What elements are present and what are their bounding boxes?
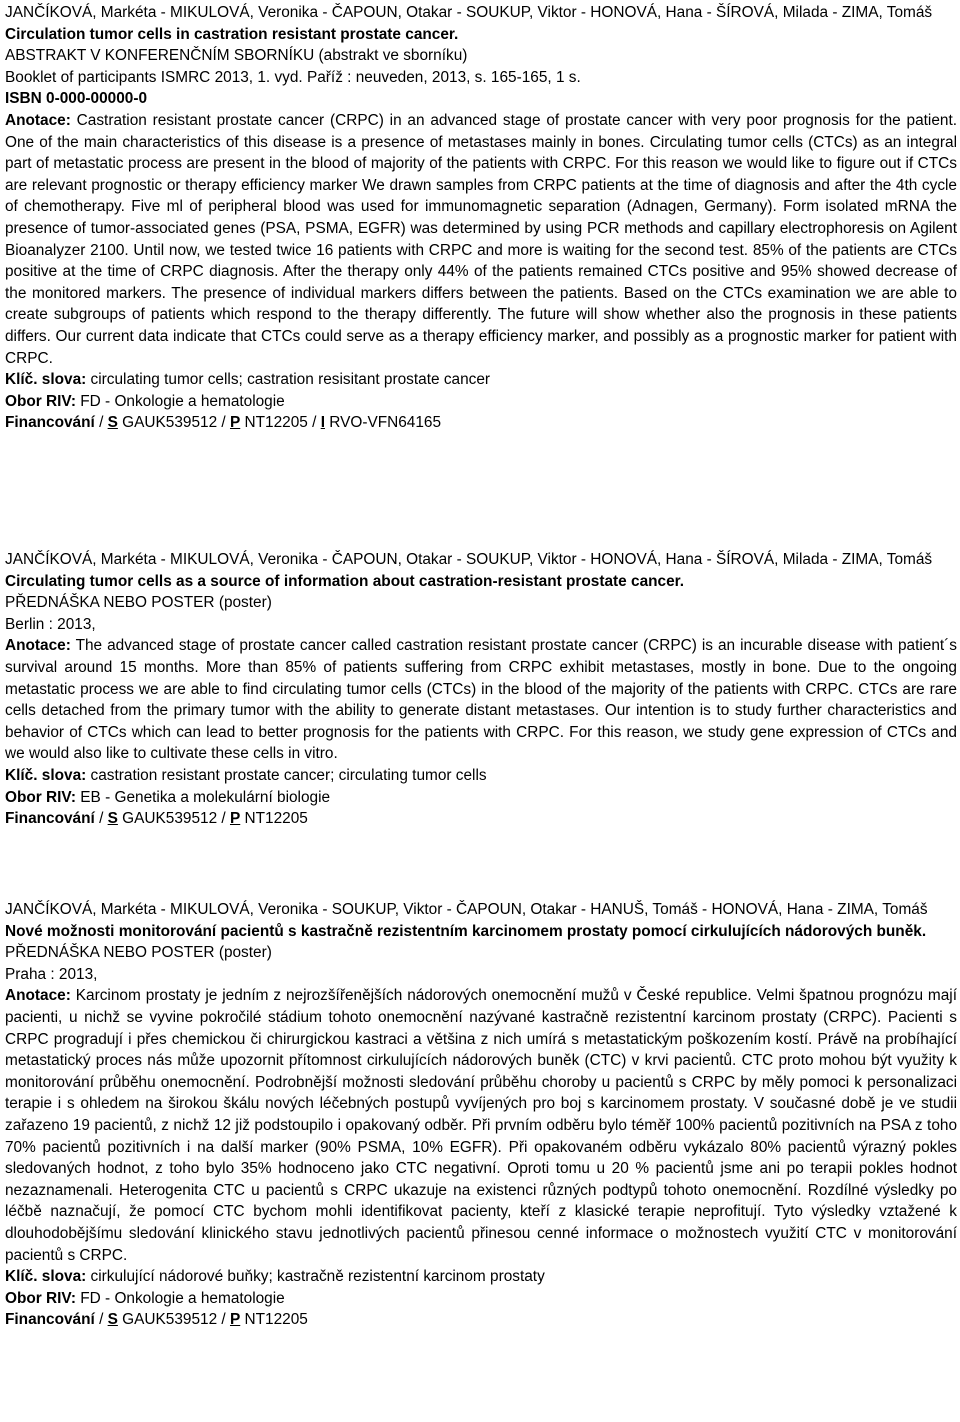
record-type: PŘEDNÁŠKA NEBO POSTER (poster) [5,944,272,962]
record-type: PŘEDNÁŠKA NEBO POSTER (poster) [5,594,272,612]
annotation-label: Anotace: [5,637,71,655]
record-title: Circulating tumor cells as a source of information about castration-resistant prostate cancer. [5,572,685,590]
record-source: Berlin : 2013, [5,615,96,633]
record-title: Nové možnosti monitorování pacientů s kastračně rezistentním karcinomem prostaty pomocí cirkulujících nádorových buněk. [5,922,927,940]
riv-text: FD - Onkologie a hematologie [80,1289,285,1307]
record-isbn: ISBN 0-000-00000-0 [5,90,148,108]
record-authors: JANČÍKOVÁ, Markéta - MIKULOVÁ, Veronika - SOUKUP, Viktor - ČAPOUN, Otakar - HANUŠ, Tomáš - HONOVÁ, Hana - ZIMA, Tomáš [5,901,928,918]
record-authors: JANČÍKOVÁ, Markéta - MIKULOVÁ, Veronika - ČAPOUN, Otakar - SOUKUP, Viktor - HONOVÁ, Hana - ŠÍROVÁ, Milada - ZIMA, Tomáš [5,551,933,568]
record-funding: Financování / S GAUK539512 / P NT12205 / I RVO-VFN64165 [5,414,442,432]
funding-grant: RVO-VFN64165 [329,414,442,432]
funding-grant: GAUK539512 [122,1311,218,1329]
record-annotation [5,110,957,369]
record-authors: JANČÍKOVÁ, Markéta - MIKULOVÁ, Veronika - ČAPOUN, Otakar - SOUKUP, Viktor - HONOVÁ, Hana - ŠÍROVÁ, Milada - ZIMA, Tomáš [5,4,933,21]
funding-grant: GAUK539512 [122,414,218,432]
record-funding: Financování / S GAUK539512 / P NT12205 [5,1311,308,1329]
riv-label: Obor RIV: [5,392,76,410]
funding-code: S [107,810,118,828]
annotation-text: Castration resistant prostate cancer (CRPC) in an advanced stage of prostate cancer with very poor prognosis for the patient. One of the main characteristics of this disease is a presence of metastases mainly in bones. Circulating tumor cells (CTCs) as an integral part of metastatic process are present in the blood of majority of the patients with CRPC. For this reason we would like to figure out if CTCs are relevant prognostic or therapy efficiency marker We drawn samples from CRPC patients at the time of diagnosis and after the 4th cycle of chemotherapy. Five ml of peripheral blood was used for immunomagnetic separation (Adnagen, Germany). Form isolated mRNA the presence of tumor-associated genes (PSA, PSMA, EGFR) was determined by using PCR methods and capillary electrophoresis on Agilent Bioanalyzer 2100. Until now, we tested twice 16 patients with CRPC and more is waiting for the second test. 85% of the patients are CTCs positive at the time of CRPC diagnosis. After the therapy only 44% of the patients remained CTCs positive and 95% showed decrease of the monitored markers. The presence of individual markers differs between the patients. Based on the CTCs examination we are able to create subgroups of patients which respond to the therapy differently. The future will show whether also the prognosis in these patients differs. Our current data indicate that CTCs could serve as a therapy efficiency marker, and possibly as a prognostic marker for patient with CRPC. [5,111,958,367]
funding-label: Financování [5,1311,95,1329]
record-source: Praha : 2013, [5,965,98,983]
record-source: Booklet of participants ISMRC 2013, 1. vyd. Paříž : neuveden, 2013, s. 165-165, 1 s. [5,68,581,86]
record-2 [5,549,957,830]
funding-code: I [320,414,325,432]
keywords-text: cirkulující nádorové buňky; kastračně rezistentní karcinom prostaty [90,1268,545,1286]
funding-code: S [107,1311,118,1329]
record-keywords [5,1266,957,1288]
funding-code: S [107,414,118,432]
record-3 [5,899,957,1331]
keywords-text: circulating tumor cells; castration resisitant prostate cancer [90,371,491,389]
funding-grant: GAUK539512 [122,810,218,828]
funding-code: P [229,810,241,828]
annotation-label: Anotace: [5,111,71,129]
keywords-text: castration resistant prostate cancer; circulating tumor cells [90,766,487,784]
funding-code: P [229,1311,241,1329]
funding-label: Financování [5,414,95,432]
record-annotation [5,635,957,765]
keywords-label: Klíč. slova: [5,371,87,389]
riv-text: EB - Genetika a molekulární biologie [80,788,331,806]
funding-grant: NT12205 [244,414,308,432]
funding-label: Financování [5,810,95,828]
keywords-label: Klíč. slova: [5,1268,87,1286]
record-annotation [5,985,957,1266]
riv-label: Obor RIV: [5,788,76,806]
riv-text: FD - Onkologie a hematologie [80,392,285,410]
record-riv [5,787,957,809]
record-riv [5,391,957,413]
record-type: ABSTRAKT V KONFERENČNÍM SBORNÍKU (abstrakt ve sborníku) [5,47,468,65]
annotation-text: The advanced stage of prostate cancer called castration resistant prostate cancer (CRPC) is an incurable disease with patient´s survival around 15 months. More than 85% of patients suffering from CRPC exhibit metastases, mostly in bone. Due to the ongoing metastatic process we are able to find circulating tumor cells (CTCs) in the blood of the majority of the patients with CRPC. CTCs are rare cells detached from the primary tumor with the ability to generate distant metastases. Our intention is to study further characteristics and behavior of CTCs which can lead to better prognosis for the patients with CRPC. For this reason, we study gene expression of CTCs and we would also like to cultivate these cells in vitro. [5,637,957,763]
record-title: Circulation tumor cells in castration resistant prostate cancer. [5,25,459,43]
record-funding: Financování / S GAUK539512 / P NT12205 [5,810,308,828]
record-keywords [5,765,957,787]
annotation-text: Karcinom prostaty je jedním z nejrozšířenějších nádorových onemocnění mužů v České republice. Velmi špatnou prognózu mají pacienti, u nichž se vyvine pokročilé stádium tohoto onemocnění nazývané kastračně rezistentní karcinom prostaty (CRPC). Pacienti s CRPC progradují i přes chemickou či chirurgickou kastraci a většina z nich umírá s metastatickým poškozením kostí. Právě na probíhající metastatický proces nás může upozornit přítomnost cirkulujících nádorových buněk (CTC) v krvi pacientů. CTC proto mohou být využity k monitorování průběhu onemocnění. Podrobnější možnosti sledování průběhu choroby u pacientů s CRPC by měly pomoci k personalizaci terapie i s ohledem na širokou škálu nových léčebných postupů vyvíjených pro boj s karcinomem prostaty. V současné době je ve studii zařazeno 19 pacientů, z nichž 12 již podstoupilo i opakovaný odběr. Při prvním odběru bylo téměř 100% pacientů pozitivních na PSA z toho 70% pacientů pozitivních i na další marker (90% PSMA, 10% EGFR). Při opakovaném odběru vykázalo 80% pacientů výrazný pokles sledovaných hodnot, z toho bylo 35% hodnoceno jako CTC negativní. Oproti tomu u 20 % pacientů jsme ani po terapii pokles hodnot nezaznamenali. Heterogenita CTC u pacientů s CRPC ukazuje na existenci různých podtypů tohoto onemocnění. Rozdílné výsledky po léčbě naznačují, že pomocí CTC bychom mohli identifikovat pacienty, kteří z klasické terapie neprofitují. Tyto výsledky vztažené k dlouhodobějšímu sledování klinického stavu jednotlivých pacientů přinesou cenné informace o možnostech využití CTC v monitorování pacientů s CRPC. [5,987,957,1264]
record-keywords [5,369,957,391]
record-riv [5,1288,957,1310]
annotation-label: Anotace: [5,987,71,1005]
funding-code: P [229,414,241,432]
funding-grant: NT12205 [244,810,308,828]
keywords-label: Klíč. slova: [5,766,87,784]
record-1 [5,2,957,434]
riv-label: Obor RIV: [5,1289,76,1307]
funding-grant: NT12205 [244,1311,308,1329]
